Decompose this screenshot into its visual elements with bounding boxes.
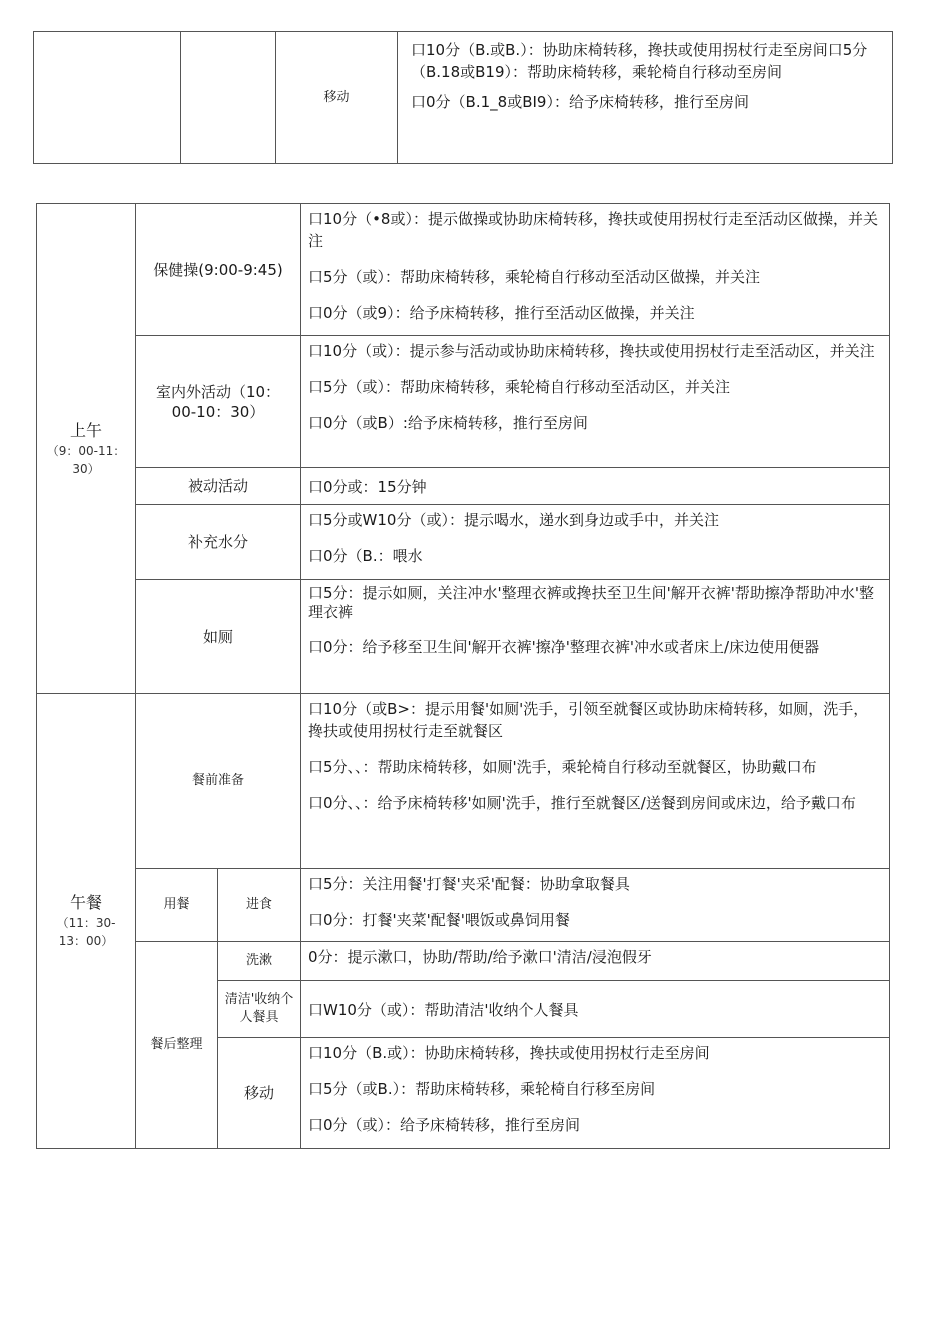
activity-move: 移动: [218, 1038, 301, 1149]
empty-cell: [181, 32, 276, 164]
option-text: 口10分（•8或）：提示做操或协助床椅转移，搀扶或使用拐杖行走至活动区做操，并关注: [308, 210, 878, 250]
option-text: 口5分（或）：帮助床椅转移，乘轮椅自行移动至活动区做操，并关注: [308, 268, 761, 286]
option-text: 口5分：关注用餐'打餐'夹采'配餐：协助拿取餐具: [308, 875, 630, 893]
activity-options: [301, 694, 890, 869]
activity-options: [301, 336, 890, 468]
period-name: 午餐: [69, 893, 102, 912]
activity-options: [301, 1038, 890, 1149]
activity-hydration: 补充水分: [136, 505, 301, 580]
schedule-table: [36, 203, 890, 1149]
activity-options: [301, 580, 890, 694]
option-text: 口0分（B.1_8或BI9）：给予床椅转移，推行至房间: [411, 93, 749, 111]
option-text: 口10分（或B>：提示用餐'如厕'洗手，引领至就餐区或协助床椅转移，如厕，洗手，搀扶或使用拐杖行走至就餐区: [308, 700, 869, 740]
option-text: 口0分（B.：喂水: [308, 547, 423, 565]
period-time: （11：30-13：00）: [56, 916, 116, 948]
activity-options: [301, 204, 890, 336]
move-options: [398, 32, 893, 164]
activity-eating: 进食: [218, 869, 301, 942]
option-text: 口0分或：15分钟: [308, 477, 427, 496]
empty-cell: [34, 32, 181, 164]
activity-toilet: 如厕: [136, 580, 301, 694]
period-lunch: [37, 694, 136, 1149]
option-text: 口5分、、：帮助床椅转移，如厕'洗手，乘轮椅自行移动至就餐区，协助戴口布: [308, 758, 817, 776]
option-text: 口0分：给予移至卫生间'解开衣裤'擦净'整理衣裤'冲水或者床上/床边使用便器: [308, 638, 820, 656]
activity-indoor-outdoor: 室内外活动（10：00-10：30）: [136, 336, 301, 468]
option-text: 0分：提示漱口，协助/帮助/给予漱口'清洁/浸泡假牙: [308, 948, 652, 966]
activity-options: [301, 468, 890, 505]
activity-options: [301, 869, 890, 942]
option-text: 口10分（B.或）：协助床椅转移，搀扶或使用拐杖行走至房间: [308, 1044, 710, 1062]
option-text: 口5分或W10分（或）：提示喝水，递水到身边或手中，并关注: [308, 511, 719, 529]
activity-options: [301, 981, 890, 1038]
activity-passive: 被动活动: [136, 468, 301, 505]
option-text: 口10分（B.或B.）：协助床椅转移，搀扶或使用拐杖行走至房间口5分（B.18或B19）：帮助床椅转移，乘轮椅自行移动至房间: [411, 41, 868, 81]
activity-clean-tableware: 清洁'收纳个人餐具: [218, 981, 301, 1038]
option-text: 口5分（或）：帮助床椅转移，乘轮椅自行移动至活动区，并关注: [308, 378, 731, 396]
activity-options: [301, 505, 890, 580]
option-text: 口10分（或）：提示参与活动或协助床椅转移，搀扶或使用拐杖行走至活动区，并关注: [308, 342, 875, 360]
activity-after-meal: 餐后整理: [136, 942, 218, 1149]
period-name: 上午: [69, 420, 102, 440]
activity-meal: 用餐: [136, 869, 218, 942]
option-text: 口5分（或B.）：帮助床椅转移，乘轮椅自行移至房间: [308, 1080, 656, 1098]
activity-options: [301, 942, 890, 981]
option-text: 口0分（或B）:给予床椅转移，推行至房间: [308, 414, 588, 432]
option-text: 口W10分（或）：帮助清洁'收纳个人餐具: [308, 1000, 579, 1019]
activity-exercise: 保健操(9:00-9:45): [136, 204, 301, 336]
period-morning: [37, 204, 136, 694]
period-time: （9：00-11：30）: [46, 443, 126, 476]
option-text: 口0分、、：给予床椅转移'如厕'洗手，推行至就餐区/送餐到房间或床边，给予戴口布: [308, 794, 856, 812]
option-text: 口5分：提示如厕，关注冲水'整理衣裤或搀扶至卫生间'解开衣裤'帮助擦净帮助冲水'整理衣裤: [308, 584, 875, 621]
activity-meal-prep: 餐前准备: [136, 694, 301, 869]
option-text: 口0分（或）：给予床椅转移，推行至房间: [308, 1116, 581, 1134]
top-partial-table: [33, 31, 893, 164]
option-text: 口0分（或9）：给予床椅转移，推行至活动区做操，并关注: [308, 304, 695, 322]
option-text: 口0分：打餐'夹菜'配餐'喂饭或鼻饲用餐: [308, 911, 570, 929]
move-label: 移动: [276, 32, 398, 164]
activity-wash: 洗漱: [218, 942, 301, 981]
